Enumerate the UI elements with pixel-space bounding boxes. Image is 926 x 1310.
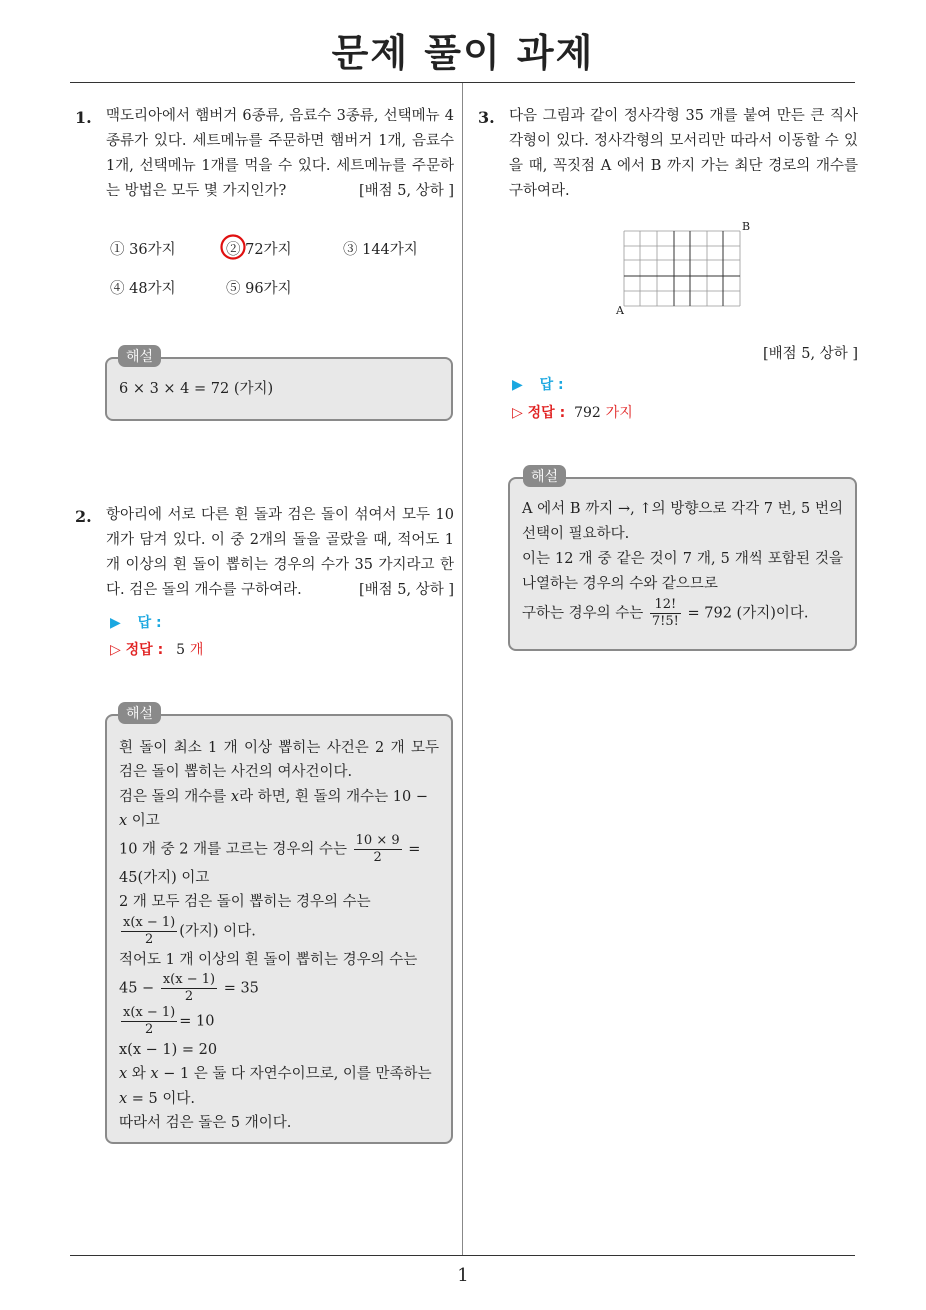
q3-text: 다음 그림과 같이 정사각형 35 개를 붙여 만든 큰 직사각형이 있다. 정사각형의 모서리만 따라서 이동할 수 있을 때, 꼭짓점 A 에서 B 까지 가는 최단 경로의 개수를 구하여라.: [509, 108, 858, 199]
q2-score: [배점 5, 상하 ]: [358, 582, 454, 598]
q1-choice-3[interactable]: ③ 144가지: [343, 242, 418, 258]
q2-correct-row: [110, 639, 203, 659]
column-divider: [462, 83, 463, 1255]
triangle-outline-icon: ▷: [512, 405, 523, 421]
q3-exp-line1: A 에서 B 까지 →, ↑의 방향으로 각각 7 번, 5 번의 선택이 필요하다.: [522, 501, 843, 542]
q2-exp-line4: 2 개 모두 검은 돌이 뽑히는 경우의 수는: [119, 894, 371, 911]
q3-correct-value: 792: [574, 405, 601, 421]
q3-answer-row: [512, 374, 564, 394]
q2-exp-line10: x = 5 이다.: [119, 1090, 196, 1107]
bottom-rule: [70, 1255, 855, 1256]
q1-text: [106, 104, 454, 204]
q2-answer-row: [110, 612, 162, 632]
q2-exp-line3b: 45(가지) 이고: [119, 870, 210, 887]
q3-number: 3.: [478, 108, 495, 127]
q3-score: [배점 5, 상하 ]: [762, 346, 858, 362]
page-title: 문제 풀이 과제: [331, 31, 595, 75]
q1-choice-5[interactable]: ⑤ 96가지: [226, 281, 292, 297]
q2-correct-label: 정답 :: [125, 642, 164, 658]
q2-explanation-tag: 해설: [118, 702, 161, 724]
q2-exp-line8: x(x − 1) = 20: [119, 1042, 218, 1059]
q2-exp-line9: x 와 x − 1 은 둘 다 자연수이므로, 이를 만족하는: [119, 1066, 432, 1083]
selected-answer-circle-icon: [218, 232, 248, 262]
q2-exp-line6: 45 − $\frac{x(x - 1)}{2}$ = 35: [119, 972, 259, 1005]
q1-question: 맥도리아에서 햄버거 6종류, 음료수 3종류, 선택메뉴 4종류가 있다. 세트메뉴를 주문하면 햄버거 1개, 음료수 1개, 선택메뉴 1개를 먹을 수 있다. 세트메뉴를 주문하는 방법은 모두 몇 가지인가?: [106, 108, 454, 199]
q2-explanation-box: [105, 714, 453, 1144]
q3-answer-label: 답 :: [539, 377, 564, 393]
q2-correct-unit: 개: [189, 642, 204, 658]
play-icon: ▶: [512, 377, 523, 393]
q1-number: 1.: [75, 108, 92, 127]
q2-exp-line11: 따라서 검은 돌은 5 개이다.: [119, 1114, 292, 1131]
q3-correct-label: 정답 :: [527, 405, 566, 421]
page-number: 1: [457, 1265, 469, 1286]
q3-exp-line2: 이는 12 개 중 같은 것이 7 개, 5 개씩 포함된 것을 나열하는 경우의 수와 같으므로: [522, 551, 843, 592]
q2-exp-line2: 검은 돌의 개수를 x라 하면, 흰 돌의 개수는 10 − x 이고: [119, 788, 429, 829]
q2-answer-label: 답 :: [137, 615, 162, 631]
q2-exp-line4b: $\frac{x(x - 1)}{2}$ (가지) 이다.: [123, 914, 256, 947]
q1-choice-4[interactable]: ④ 48가지: [110, 281, 176, 297]
q1-score: [배점 5, 상하 ]: [358, 183, 454, 199]
q2-correct-value: 5: [176, 642, 185, 658]
q1-choice-1[interactable]: ① 36가지: [110, 242, 176, 258]
grid-label-a: A: [616, 304, 624, 317]
q2-text: [106, 503, 454, 603]
q2-question: 항아리에 서로 다른 흰 돌과 검은 돌이 섞여서 모두 10개가 담겨 있다. 이 중 2개의 돌을 골랐을 때, 적어도 1개 이상의 흰 돌이 뽑히는 경우의 수가 35 가지라고 한다. 검은 돌의 개수를 구하여라.: [106, 507, 454, 598]
play-icon: ▶: [110, 615, 121, 631]
q3-explanation-box: [508, 477, 857, 651]
q2-exp-line5: 적어도 1 개 이상의 흰 돌이 뽑히는 경우의 수는: [119, 951, 418, 968]
q3-exp-line3: 구하는 경우의 수는 $\frac{12!}{7!5!}$ = 792 (가지)이다.: [522, 597, 809, 629]
q1-choice-2[interactable]: ② 72가지: [226, 242, 292, 258]
q1-explanation-tag: 해설: [118, 345, 161, 367]
q2-exp-line3: 10 개 중 2 개를 고르는 경우의 수는 $\frac{10 \times 9}{2}$ =: [119, 833, 421, 866]
q3-explanation-tag: 해설: [523, 465, 566, 487]
q2-exp-line1: 흰 돌이 최소 1 개 이상 뽑히는 사건은 2 개 모두 검은 돌이 뽑히는 사건의 여사건이다.: [119, 740, 439, 781]
q1-explanation: 6 × 3 × 4 = 72 (가지): [119, 381, 274, 397]
q3-correct-row: [512, 402, 633, 422]
grid-figure: [612, 218, 762, 318]
q1-explanation-box: [105, 357, 453, 421]
grid-label-b: B: [742, 220, 751, 233]
triangle-outline-icon: ▷: [110, 642, 121, 658]
q2-exp-line7: $\frac{x(x - 1)}{2}$ = 10: [123, 1005, 215, 1038]
q2-number: 2.: [75, 507, 92, 526]
q3-correct-unit: 가지: [605, 405, 633, 421]
